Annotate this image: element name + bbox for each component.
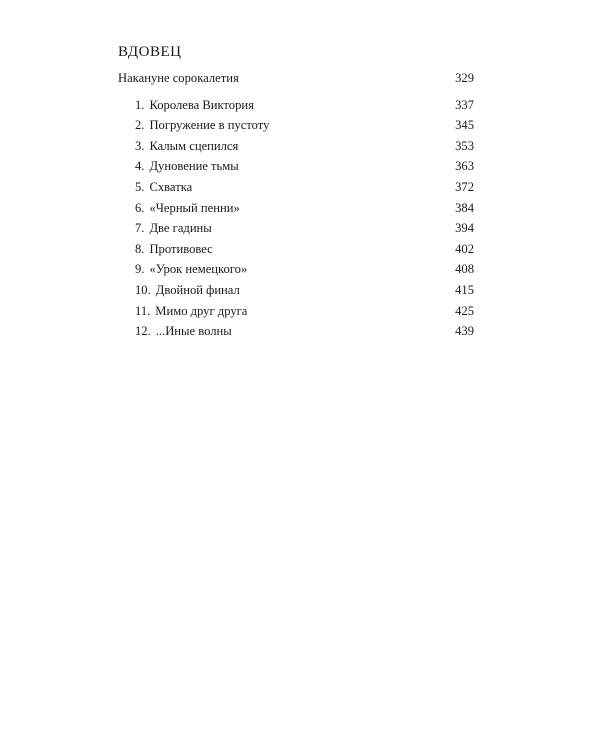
- chapter-page: 372: [455, 179, 474, 194]
- chapter-page: 425: [455, 303, 474, 318]
- chapter-number: 1.: [135, 97, 145, 112]
- dot-leader: [243, 156, 448, 168]
- dot-leader: [244, 198, 448, 210]
- chapter-title: Дуновение тьмы: [149, 159, 239, 174]
- chapter-title: Мимо друг друга: [155, 303, 248, 318]
- dot-leader: [242, 136, 448, 148]
- dot-leader: [196, 177, 448, 189]
- toc-entry: [118, 321, 474, 342]
- chapter-page: 408: [455, 262, 474, 277]
- chapter-title: Калым сцепился: [149, 138, 239, 153]
- chapter-title: «Черный пенни»: [149, 200, 240, 215]
- dot-leader: [217, 239, 448, 251]
- chapter-title: Двойной финал: [155, 282, 240, 297]
- chapter-page: 345: [455, 118, 474, 133]
- toc-entry: [118, 280, 474, 301]
- dot-leader: [258, 95, 448, 107]
- section-title: ВДОВЕЦ: [118, 44, 182, 60]
- chapter-page: 439: [455, 324, 474, 339]
- dot-leader: [244, 280, 448, 292]
- chapter-number: 8.: [135, 241, 145, 256]
- chapter-number: 6.: [135, 200, 145, 215]
- dot-leader: [273, 115, 448, 127]
- toc-entry: [118, 239, 474, 260]
- chapter-page: 337: [455, 97, 474, 112]
- chapter-number: 9.: [135, 262, 145, 277]
- dot-leader: [251, 259, 448, 271]
- toc-entry-page: 329: [455, 71, 474, 85]
- toc-entry: [118, 177, 474, 198]
- chapter-page: 384: [455, 200, 474, 215]
- toc-entry: [118, 156, 474, 177]
- chapter-title: Две гадины: [149, 221, 212, 236]
- toc-entry-intro: [118, 68, 474, 89]
- dot-leader: [243, 68, 448, 80]
- chapter-title: Схватка: [149, 179, 193, 194]
- chapter-page: 353: [455, 138, 474, 153]
- chapter-page: 402: [455, 241, 474, 256]
- chapter-number: 11.: [135, 303, 151, 318]
- chapter-title: Противовес: [149, 241, 213, 256]
- chapter-page: 415: [455, 282, 474, 297]
- toc-entry: [118, 259, 474, 280]
- chapter-number: 4.: [135, 159, 145, 174]
- toc-entry: [118, 115, 474, 136]
- chapter-number: 3.: [135, 138, 145, 153]
- chapter-number: 10.: [135, 282, 151, 297]
- toc-entry: [118, 218, 474, 239]
- chapter-title: «Урок немецкого»: [149, 262, 248, 277]
- chapter-title: Королева Виктория: [149, 97, 254, 112]
- dot-leader: [251, 301, 448, 313]
- chapter-number: 5.: [135, 179, 145, 194]
- toc-entry: [118, 301, 474, 322]
- toc-entry: [118, 95, 474, 116]
- toc-entry-title: Накануне сорокалетия: [118, 71, 239, 85]
- toc-entry: [118, 136, 474, 157]
- chapter-number: 7.: [135, 221, 145, 236]
- toc-entry: [118, 198, 474, 219]
- chapter-number: 12.: [135, 324, 151, 339]
- chapter-page: 363: [455, 159, 474, 174]
- chapter-title: ...Иные волны: [155, 324, 232, 339]
- dot-leader: [216, 218, 448, 230]
- chapter-title: Погружение в пустоту: [149, 118, 270, 133]
- chapter-number: 2.: [135, 118, 145, 133]
- table-of-contents: [118, 68, 474, 342]
- chapter-page: 394: [455, 221, 474, 236]
- dot-leader: [236, 321, 448, 333]
